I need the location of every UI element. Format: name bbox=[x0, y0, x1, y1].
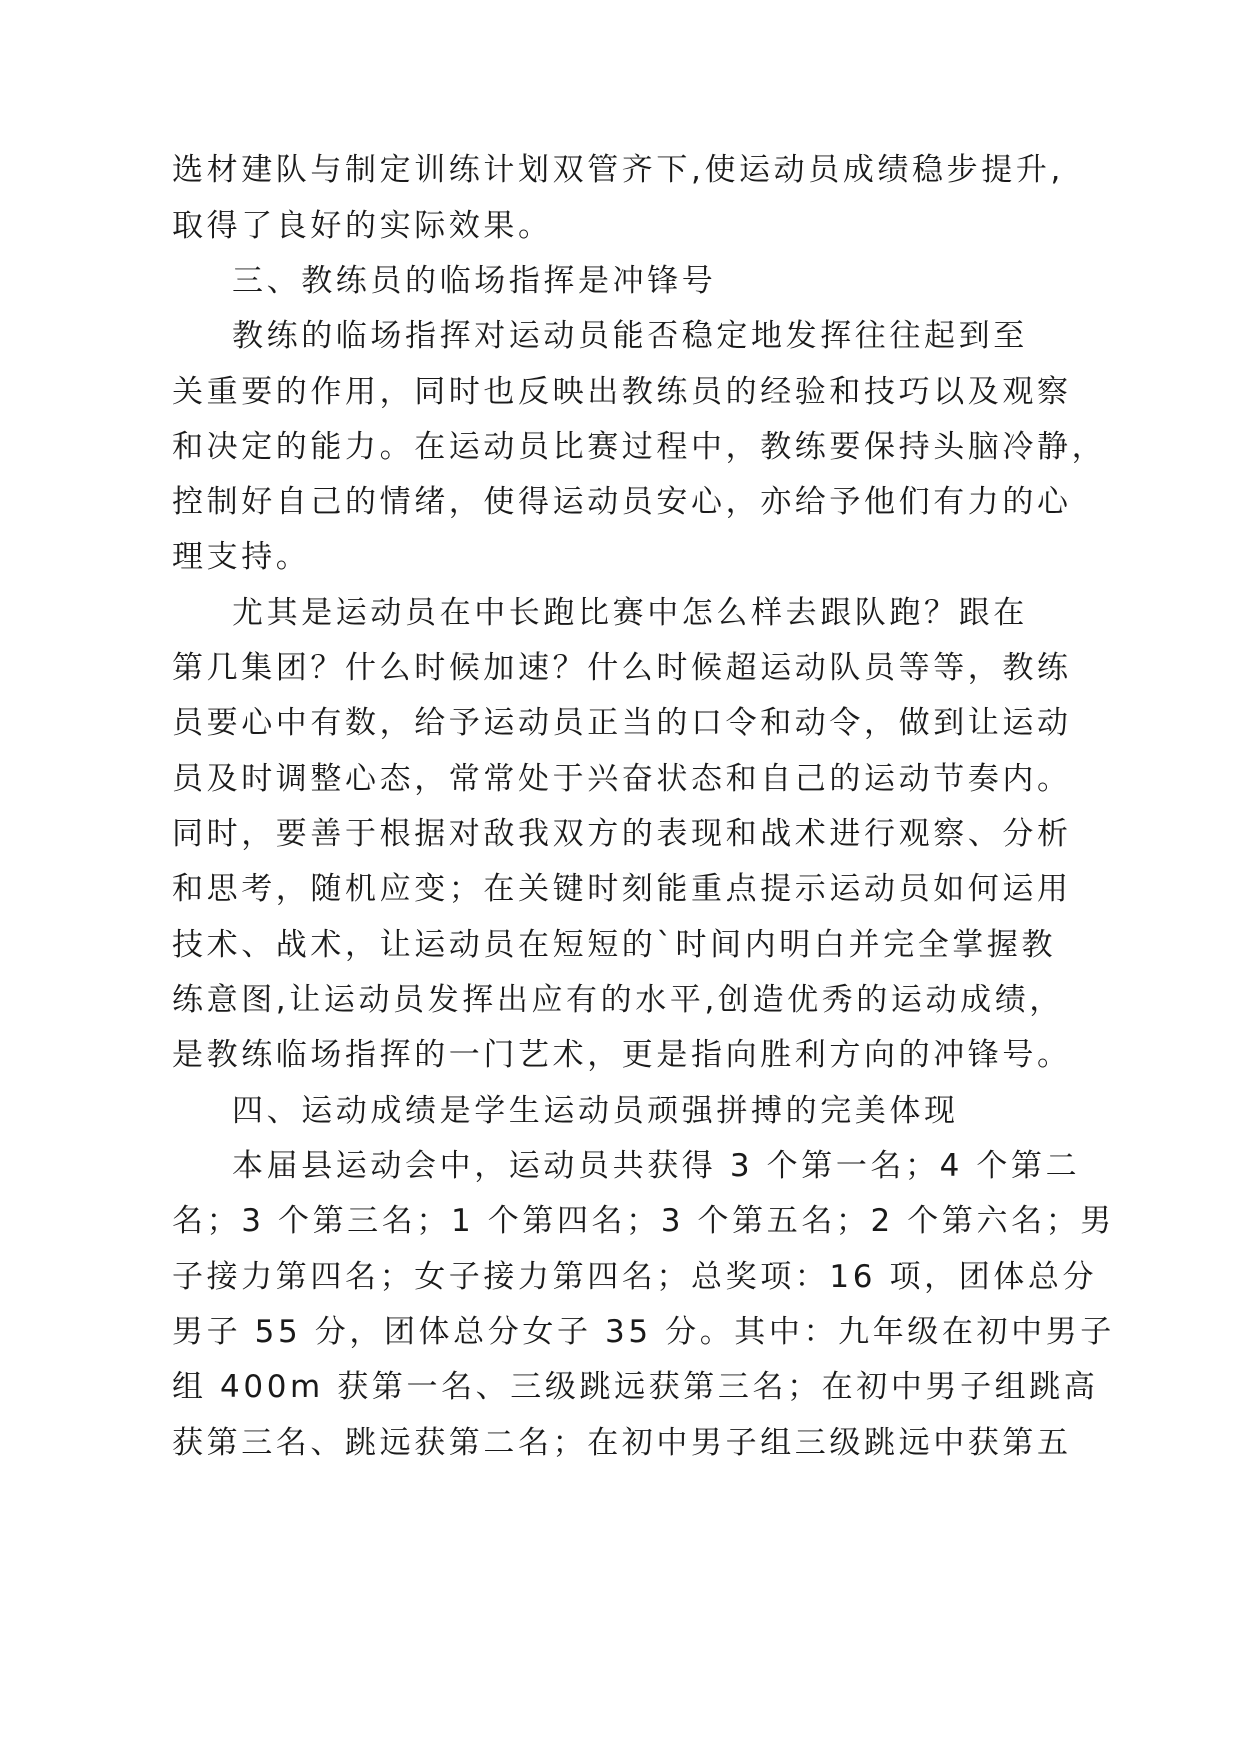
text-line: 技术、战术，让运动员在短短的`时间内明白并完全掌握教 bbox=[172, 927, 1057, 963]
text-line: 选材建队与制定训练计划双管齐下,使运动员成绩稳步提升, bbox=[172, 152, 1064, 188]
text-line: 理支持。 bbox=[172, 539, 311, 575]
text-line: 获第三名、跳远获第二名；在初中男子组三级跳远中获第五 bbox=[172, 1425, 1072, 1461]
text-line: 员及时调整心态，常常处于兴奋状态和自己的运动节奏内。 bbox=[172, 761, 1072, 797]
text-line: 同时，要善于根据对敌我双方的表现和战术进行观察、分析 bbox=[172, 816, 1072, 852]
text-line: 和决定的能力。在运动员比赛过程中，教练要保持头脑冷静， bbox=[172, 429, 1107, 465]
text-line: 控制好自己的情绪，使得运动员安心，亦给予他们有力的心 bbox=[172, 484, 1072, 520]
text-line: 教练的临场指挥对运动员能否稳定地发挥往往起到至 bbox=[232, 318, 1028, 354]
text-line: 组 400m 获第一名、三级跳远获第三名；在初中男子组跳高 bbox=[172, 1369, 1099, 1405]
text-line: 员要心中有数，给予运动员正当的口令和动令，做到让运动 bbox=[172, 705, 1072, 741]
text-line: 本届县运动会中，运动员共获得 3 个第一名；4 个第二 bbox=[232, 1148, 1081, 1184]
text-line: 第几集团？什么时候加速？什么时候超运动队员等等，教练 bbox=[172, 650, 1072, 686]
text-line: 关重要的作用，同时也反映出教练员的经验和技巧以及观察 bbox=[172, 374, 1072, 410]
text-line: 男子 55 分，团体总分女子 35 分。其中：九年级在初中男子 bbox=[172, 1314, 1115, 1350]
section-heading: 三、教练员的临场指挥是冲锋号 bbox=[232, 263, 717, 299]
text-line: 和思考，随机应变；在关键时刻能重点提示运动员如何运用 bbox=[172, 871, 1072, 907]
text-line: 尤其是运动员在中长跑比赛中怎么样去跟队跑？跟在 bbox=[232, 595, 1028, 631]
text-line: 练意图,让运动员发挥出应有的水平,创造优秀的运动成绩， bbox=[172, 982, 1064, 1018]
section-heading: 四、运动成绩是学生运动员顽强拼搏的完美体现 bbox=[232, 1093, 959, 1129]
text-line: 取得了良好的实际效果。 bbox=[172, 208, 553, 244]
text-line: 名；3 个第三名；1 个第四名；3 个第五名；2 个第六名；男 bbox=[172, 1203, 1115, 1239]
text-line: 是教练临场指挥的一门艺术，更是指向胜利方向的冲锋号。 bbox=[172, 1037, 1072, 1073]
text-line: 子接力第四名；女子接力第四名；总奖项：16 项，团体总分 bbox=[172, 1259, 1098, 1295]
